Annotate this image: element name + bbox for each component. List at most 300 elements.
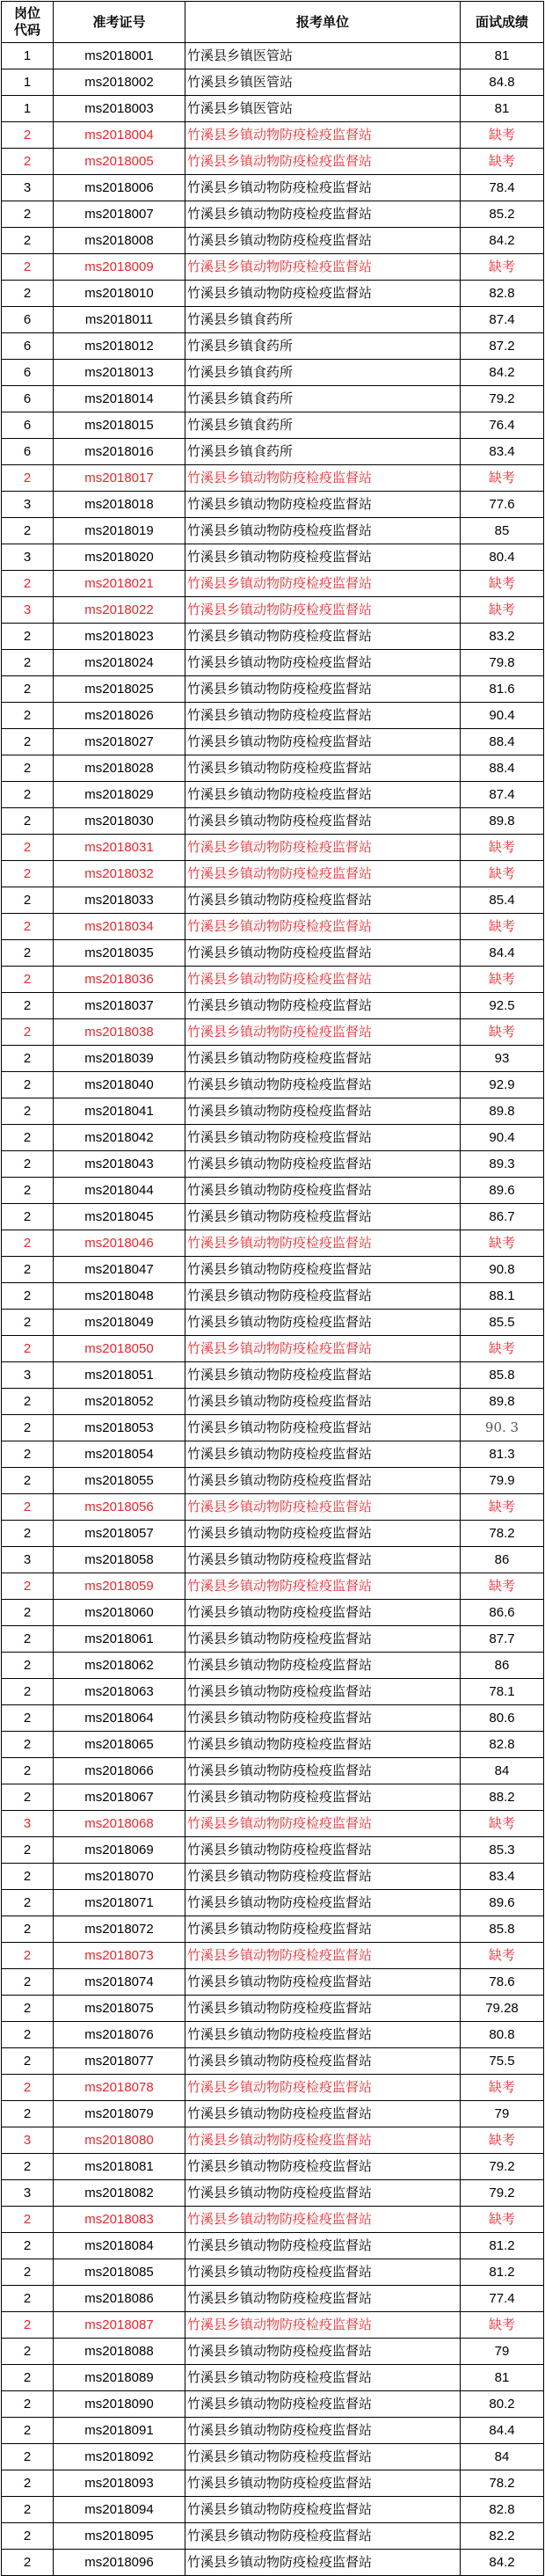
score-cell: 缺考 (461, 571, 544, 597)
position-code-cell: 2 (2, 1943, 54, 1969)
table-row (2, 201, 544, 228)
table-row (2, 1573, 544, 1600)
score-cell: 80.6 (461, 1705, 544, 1732)
unit-cell: 竹溪县乡镇动物防疫检疫监督站 (185, 544, 461, 571)
exam-id-cell: ms2018065 (54, 1732, 185, 1758)
score-cell: 79.2 (461, 2154, 544, 2180)
position-code-cell: 2 (2, 1784, 54, 1811)
exam-id-cell: ms2018076 (54, 2022, 185, 2048)
unit-cell: 竹溪县乡镇动物防疫检疫监督站 (185, 1969, 461, 1996)
table-row (2, 571, 544, 597)
position-code-cell: 2 (2, 993, 54, 1019)
exam-id-cell: ms2018001 (54, 43, 185, 69)
unit-cell: 竹溪县乡镇动物防疫检疫监督站 (185, 729, 461, 755)
unit-cell: 竹溪县乡镇动物防疫检疫监督站 (185, 1600, 461, 1626)
exam-id-cell: ms2018017 (54, 465, 185, 492)
score-cell: 缺考 (461, 465, 544, 492)
score-cell: 缺考 (461, 1573, 544, 1600)
table-row (2, 887, 544, 914)
table-row (2, 465, 544, 492)
unit-cell: 竹溪县乡镇食药所 (185, 333, 461, 360)
unit-cell: 竹溪县乡镇动物防疫检疫监督站 (185, 1653, 461, 1679)
score-cell: 78.4 (461, 175, 544, 201)
unit-cell: 竹溪县乡镇动物防疫检疫监督站 (185, 887, 461, 914)
exam-id-cell: ms2018054 (54, 1441, 185, 1468)
position-code-cell: 2 (2, 914, 54, 940)
position-code-cell: 2 (2, 755, 54, 782)
header-exam-id: 准考证号 (54, 2, 185, 43)
exam-id-cell: ms2018025 (54, 676, 185, 703)
unit-cell: 竹溪县乡镇动物防疫检疫监督站 (185, 2022, 461, 2048)
score-cell: 缺考 (461, 967, 544, 993)
table-row (2, 1547, 544, 1573)
score-cell: 89.8 (461, 808, 544, 835)
score-cell: 81.2 (461, 2259, 544, 2286)
exam-id-cell: ms2018056 (54, 1494, 185, 1521)
position-code-cell: 3 (2, 175, 54, 201)
score-cell: 79.9 (461, 1468, 544, 1494)
score-cell: 90.4 (461, 703, 544, 729)
score-cell: 89.6 (461, 1178, 544, 1204)
unit-cell: 竹溪县乡镇动物防疫检疫监督站 (185, 1046, 461, 1072)
table-row (2, 993, 544, 1019)
position-code-cell: 2 (2, 624, 54, 650)
unit-cell: 竹溪县乡镇动物防疫检疫监督站 (185, 2207, 461, 2233)
exam-id-cell: ms2018002 (54, 69, 185, 96)
table-row (2, 2048, 544, 2075)
unit-cell: 竹溪县乡镇动物防疫检疫监督站 (185, 703, 461, 729)
exam-id-cell: ms2018096 (54, 2550, 185, 2576)
position-code-cell: 2 (2, 1257, 54, 1283)
position-code-cell: 2 (2, 1098, 54, 1125)
table-row (2, 439, 544, 465)
position-code-cell: 2 (2, 835, 54, 861)
table-row (2, 1758, 544, 1784)
unit-cell: 竹溪县乡镇动物防疫检疫监督站 (185, 1811, 461, 1837)
exam-id-cell: ms2018014 (54, 386, 185, 412)
unit-cell: 竹溪县乡镇动物防疫检疫监督站 (185, 1362, 461, 1389)
unit-cell: 竹溪县乡镇动物防疫检疫监督站 (185, 1072, 461, 1098)
unit-cell: 竹溪县乡镇动物防疫检疫监督站 (185, 2339, 461, 2365)
exam-id-cell: ms2018093 (54, 2470, 185, 2497)
exam-id-cell: ms2018036 (54, 967, 185, 993)
unit-cell: 竹溪县乡镇动物防疫检疫监督站 (185, 597, 461, 624)
table-row (2, 1336, 544, 1362)
exam-id-cell: ms2018053 (54, 1415, 185, 1441)
position-code-cell: 2 (2, 2259, 54, 2286)
unit-cell: 竹溪县乡镇动物防疫检疫监督站 (185, 808, 461, 835)
position-code-cell: 3 (2, 2180, 54, 2207)
exam-id-cell: ms2018091 (54, 2418, 185, 2444)
exam-id-cell: ms2018030 (54, 808, 185, 835)
unit-cell: 竹溪县乡镇动物防疫检疫监督站 (185, 1019, 461, 1046)
table-row (2, 1521, 544, 1547)
position-code-cell: 2 (2, 1230, 54, 1257)
table-row (2, 2127, 544, 2154)
unit-cell: 竹溪县乡镇动物防疫检疫监督站 (185, 967, 461, 993)
exam-id-cell: ms2018089 (54, 2365, 185, 2391)
exam-id-cell: ms2018078 (54, 2075, 185, 2101)
score-cell: 88.1 (461, 1283, 544, 1310)
table-row (2, 1310, 544, 1336)
score-cell: 缺考 (461, 2312, 544, 2339)
exam-id-cell: ms2018012 (54, 333, 185, 360)
table-row (2, 281, 544, 307)
header-score: 面试成绩 (461, 2, 544, 43)
unit-cell: 竹溪县乡镇医管站 (185, 69, 461, 96)
unit-cell: 竹溪县乡镇动物防疫检疫监督站 (185, 149, 461, 175)
exam-id-cell: ms2018047 (54, 1257, 185, 1283)
score-cell: 82.2 (461, 2523, 544, 2550)
exam-id-cell: ms2018027 (54, 729, 185, 755)
table-row (2, 1837, 544, 1864)
exam-id-cell: ms2018050 (54, 1336, 185, 1362)
position-code-cell: 2 (2, 650, 54, 676)
position-code-cell: 2 (2, 1600, 54, 1626)
exam-id-cell: ms2018046 (54, 1230, 185, 1257)
exam-id-cell: ms2018018 (54, 492, 185, 518)
unit-cell: 竹溪县乡镇动物防疫检疫监督站 (185, 940, 461, 967)
score-cell: 83.4 (461, 1864, 544, 1890)
unit-cell: 竹溪县乡镇食药所 (185, 307, 461, 333)
exam-id-cell: ms2018063 (54, 1679, 185, 1705)
exam-id-cell: ms2018080 (54, 2127, 185, 2154)
position-code-cell: 2 (2, 2022, 54, 2048)
table-row (2, 43, 544, 69)
score-cell: 81.2 (461, 2233, 544, 2259)
score-cell: 86.7 (461, 1204, 544, 1230)
exam-id-cell: ms2018005 (54, 149, 185, 175)
table-row (2, 1890, 544, 1916)
exam-id-cell: ms2018066 (54, 1758, 185, 1784)
unit-cell: 竹溪县乡镇动物防疫检疫监督站 (185, 122, 461, 149)
exam-id-cell: ms2018055 (54, 1468, 185, 1494)
table-row (2, 861, 544, 887)
position-code-cell: 6 (2, 439, 54, 465)
score-cell: 81 (461, 43, 544, 69)
score-cell: 缺考 (461, 2127, 544, 2154)
position-code-cell: 2 (2, 1151, 54, 1178)
score-cell: 92.5 (461, 993, 544, 1019)
unit-cell: 竹溪县乡镇动物防疫检疫监督站 (185, 2444, 461, 2470)
score-cell: 缺考 (461, 1811, 544, 1837)
position-code-cell: 2 (2, 1336, 54, 1362)
score-cell: 92.9 (461, 1072, 544, 1098)
unit-cell: 竹溪县乡镇动物防疫检疫监督站 (185, 1547, 461, 1573)
position-code-cell: 2 (2, 2048, 54, 2075)
exam-id-cell: ms2018037 (54, 993, 185, 1019)
table-row (2, 2075, 544, 2101)
unit-cell: 竹溪县乡镇动物防疫检疫监督站 (185, 782, 461, 808)
position-code-cell: 2 (2, 940, 54, 967)
table-row (2, 2154, 544, 2180)
position-code-cell: 2 (2, 2286, 54, 2312)
exam-id-cell: ms2018064 (54, 1705, 185, 1732)
unit-cell: 竹溪县乡镇动物防疫检疫监督站 (185, 1494, 461, 1521)
exam-id-cell: ms2018003 (54, 96, 185, 122)
table-row (2, 386, 544, 412)
exam-id-cell: ms2018073 (54, 1943, 185, 1969)
position-code-cell: 2 (2, 2101, 54, 2127)
score-cell: 83.4 (461, 439, 544, 465)
unit-cell: 竹溪县乡镇动物防疫检疫监督站 (185, 624, 461, 650)
exam-id-cell: ms2018090 (54, 2391, 185, 2418)
position-code-cell: 2 (2, 1178, 54, 1204)
position-code-cell: 2 (2, 201, 54, 228)
exam-id-cell: ms2018009 (54, 254, 185, 281)
unit-cell: 竹溪县乡镇动物防疫检疫监督站 (185, 2470, 461, 2497)
unit-cell: 竹溪县乡镇动物防疫检疫监督站 (185, 518, 461, 544)
table-row (2, 149, 544, 175)
score-cell: 87.7 (461, 1626, 544, 1653)
table-row (2, 1468, 544, 1494)
unit-cell: 竹溪县乡镇动物防疫检疫监督站 (185, 1758, 461, 1784)
unit-cell: 竹溪县乡镇动物防疫检疫监督站 (185, 2550, 461, 2576)
table-row (2, 2470, 544, 2497)
unit-cell: 竹溪县乡镇动物防疫检疫监督站 (185, 1732, 461, 1758)
unit-cell: 竹溪县乡镇食药所 (185, 386, 461, 412)
position-code-cell: 2 (2, 729, 54, 755)
unit-cell: 竹溪县乡镇动物防疫检疫监督站 (185, 1310, 461, 1336)
position-code-cell: 2 (2, 149, 54, 175)
exam-id-cell: ms2018043 (54, 1151, 185, 1178)
position-code-cell: 2 (2, 1389, 54, 1415)
score-cell: 88.4 (461, 729, 544, 755)
table-row (2, 2180, 544, 2207)
position-code-cell: 2 (2, 2207, 54, 2233)
position-code-cell: 2 (2, 1573, 54, 1600)
exam-id-cell: ms2018031 (54, 835, 185, 861)
unit-cell: 竹溪县乡镇动物防疫检疫监督站 (185, 2075, 461, 2101)
exam-id-cell: ms2018035 (54, 940, 185, 967)
position-code-cell: 2 (2, 571, 54, 597)
score-cell: 88.4 (461, 755, 544, 782)
exam-id-cell: ms2018068 (54, 1811, 185, 1837)
position-code-cell: 2 (2, 676, 54, 703)
table-row (2, 2101, 544, 2127)
table-row (2, 1257, 544, 1283)
position-code-cell: 3 (2, 2127, 54, 2154)
position-code-cell: 2 (2, 1019, 54, 1046)
table-row (2, 650, 544, 676)
score-cell: 79 (461, 2339, 544, 2365)
score-cell: 缺考 (461, 914, 544, 940)
score-cell: 84.2 (461, 228, 544, 254)
score-cell: 77.4 (461, 2286, 544, 2312)
exam-id-cell: ms2018067 (54, 1784, 185, 1811)
exam-id-cell: ms2018086 (54, 2286, 185, 2312)
exam-id-cell: ms2018069 (54, 1837, 185, 1864)
position-code-cell: 2 (2, 1679, 54, 1705)
table-row (2, 1204, 544, 1230)
unit-cell: 竹溪县乡镇动物防疫检疫监督站 (185, 281, 461, 307)
position-code-cell: 1 (2, 96, 54, 122)
unit-cell: 竹溪县乡镇动物防疫检疫监督站 (185, 1705, 461, 1732)
exam-id-cell: ms2018059 (54, 1573, 185, 1600)
table-row (2, 1732, 544, 1758)
table-row (2, 1019, 544, 1046)
exam-id-cell: ms2018061 (54, 1626, 185, 1653)
position-code-cell: 2 (2, 1441, 54, 1468)
unit-cell: 竹溪县乡镇动物防疫检疫监督站 (185, 1943, 461, 1969)
exam-id-cell: ms2018042 (54, 1125, 185, 1151)
position-code-cell: 1 (2, 69, 54, 96)
position-code-cell: 6 (2, 360, 54, 386)
position-code-cell: 6 (2, 333, 54, 360)
unit-cell: 竹溪县乡镇动物防疫检疫监督站 (185, 2048, 461, 2075)
unit-cell: 竹溪县乡镇动物防疫检疫监督站 (185, 1864, 461, 1890)
position-code-cell: 2 (2, 1732, 54, 1758)
score-cell: 86.6 (461, 1600, 544, 1626)
table-row (2, 175, 544, 201)
table-row (2, 782, 544, 808)
score-cell: 78.6 (461, 1969, 544, 1996)
exam-id-cell: ms2018006 (54, 175, 185, 201)
score-cell: 缺考 (461, 2207, 544, 2233)
unit-cell: 竹溪县乡镇动物防疫检疫监督站 (185, 1468, 461, 1494)
exam-id-cell: ms2018026 (54, 703, 185, 729)
table-row (2, 1230, 544, 1257)
exam-id-cell: ms2018044 (54, 1178, 185, 1204)
table-row (2, 2365, 544, 2391)
table-row (2, 1653, 544, 1679)
table-row (2, 1046, 544, 1072)
table-row (2, 2497, 544, 2523)
position-code-cell: 2 (2, 2470, 54, 2497)
score-cell: 缺考 (461, 149, 544, 175)
table-row (2, 729, 544, 755)
unit-cell: 竹溪县乡镇动物防疫检疫监督站 (185, 1573, 461, 1600)
unit-cell: 竹溪县乡镇动物防疫检疫监督站 (185, 2233, 461, 2259)
table-row (2, 2444, 544, 2470)
unit-cell: 竹溪县乡镇动物防疫检疫监督站 (185, 2101, 461, 2127)
score-cell: 87.4 (461, 782, 544, 808)
table-row (2, 518, 544, 544)
table-row (2, 1811, 544, 1837)
table-row (2, 2523, 544, 2550)
score-cell: 80.8 (461, 2022, 544, 2048)
exam-id-cell: ms2018007 (54, 201, 185, 228)
exam-id-cell: ms2018070 (54, 1864, 185, 1890)
position-code-cell: 2 (2, 2365, 54, 2391)
unit-cell: 竹溪县乡镇动物防疫检疫监督站 (185, 1916, 461, 1943)
exam-id-cell: ms2018094 (54, 2497, 185, 2523)
position-code-cell: 2 (2, 2339, 54, 2365)
score-cell: 82.8 (461, 1732, 544, 1758)
table-row (2, 1784, 544, 1811)
position-code-cell: 2 (2, 1468, 54, 1494)
position-code-cell: 3 (2, 544, 54, 571)
unit-cell: 竹溪县乡镇动物防疫检疫监督站 (185, 2497, 461, 2523)
score-cell: 85.2 (461, 201, 544, 228)
position-code-cell: 2 (2, 1890, 54, 1916)
table-row (2, 676, 544, 703)
score-cell: 80.2 (461, 2391, 544, 2418)
position-code-cell: 2 (2, 228, 54, 254)
score-cell: 93 (461, 1046, 544, 1072)
unit-cell: 竹溪县乡镇动物防疫检疫监督站 (185, 1415, 461, 1441)
unit-cell: 竹溪县乡镇动物防疫检疫监督站 (185, 914, 461, 940)
unit-cell: 竹溪县乡镇动物防疫检疫监督站 (185, 1996, 461, 2022)
unit-cell: 竹溪县乡镇动物防疫检疫监督站 (185, 861, 461, 887)
position-code-cell: 2 (2, 2233, 54, 2259)
exam-id-cell: ms2018029 (54, 782, 185, 808)
exam-id-cell: ms2018011 (54, 307, 185, 333)
unit-cell: 竹溪县乡镇动物防疫检疫监督站 (185, 2286, 461, 2312)
table-row (2, 254, 544, 281)
table-row (2, 2418, 544, 2444)
position-code-cell: 2 (2, 2523, 54, 2550)
table-row (2, 1600, 544, 1626)
unit-cell: 竹溪县乡镇动物防疫检疫监督站 (185, 1257, 461, 1283)
unit-cell: 竹溪县乡镇动物防疫检疫监督站 (185, 676, 461, 703)
unit-cell: 竹溪县乡镇动物防疫检疫监督站 (185, 1837, 461, 1864)
score-cell: 89.3 (461, 1151, 544, 1178)
score-cell: 缺考 (461, 122, 544, 149)
unit-cell: 竹溪县乡镇动物防疫检疫监督站 (185, 2127, 461, 2154)
exam-id-cell: ms2018092 (54, 2444, 185, 2470)
score-cell: 75.5 (461, 2048, 544, 2075)
table-row (2, 1072, 544, 1098)
table-row (2, 2286, 544, 2312)
exam-id-cell: ms2018051 (54, 1362, 185, 1389)
score-cell: 79 (461, 2101, 544, 2127)
position-code-cell: 1 (2, 43, 54, 69)
score-cell: 85 (461, 518, 544, 544)
exam-id-cell: ms2018032 (54, 861, 185, 887)
exam-id-cell: ms2018023 (54, 624, 185, 650)
score-cell: 缺考 (461, 1019, 544, 1046)
position-code-cell: 2 (2, 518, 54, 544)
score-cell: 82.8 (461, 2497, 544, 2523)
position-code-cell: 2 (2, 1310, 54, 1336)
table-row (2, 307, 544, 333)
score-cell: 89.8 (461, 1389, 544, 1415)
score-cell: 89.6 (461, 1890, 544, 1916)
position-code-cell: 2 (2, 1046, 54, 1072)
position-code-cell: 2 (2, 887, 54, 914)
unit-cell: 竹溪县乡镇动物防疫检疫监督站 (185, 1230, 461, 1257)
exam-id-cell: ms2018095 (54, 2523, 185, 2550)
table-row (2, 69, 544, 96)
position-code-cell: 6 (2, 386, 54, 412)
score-cell: 79.2 (461, 2180, 544, 2207)
unit-cell: 竹溪县乡镇动物防疫检疫监督站 (185, 2312, 461, 2339)
exam-id-cell: ms2018019 (54, 518, 185, 544)
exam-id-cell: ms2018083 (54, 2207, 185, 2233)
position-code-cell: 2 (2, 808, 54, 835)
score-cell: 84 (461, 1758, 544, 1784)
position-code-cell: 2 (2, 254, 54, 281)
score-cell: 86 (461, 1547, 544, 1573)
table-row (2, 1943, 544, 1969)
exam-id-cell: ms2018022 (54, 597, 185, 624)
unit-cell: 竹溪县乡镇食药所 (185, 412, 461, 439)
table-row (2, 1415, 544, 1441)
score-cell: 84.2 (461, 2550, 544, 2576)
exam-id-cell: ms2018060 (54, 1600, 185, 1626)
position-code-cell: 3 (2, 1811, 54, 1837)
table-row (2, 1098, 544, 1125)
unit-cell: 竹溪县乡镇动物防疫检疫监督站 (185, 1178, 461, 1204)
position-code-cell: 3 (2, 597, 54, 624)
score-cell: 85.5 (461, 1310, 544, 1336)
score-cell: 缺考 (461, 1336, 544, 1362)
unit-cell: 竹溪县乡镇动物防疫检疫监督站 (185, 1521, 461, 1547)
score-cell: 78.1 (461, 1679, 544, 1705)
score-cell: 86 (461, 1653, 544, 1679)
unit-cell: 竹溪县乡镇动物防疫检疫监督站 (185, 2154, 461, 2180)
